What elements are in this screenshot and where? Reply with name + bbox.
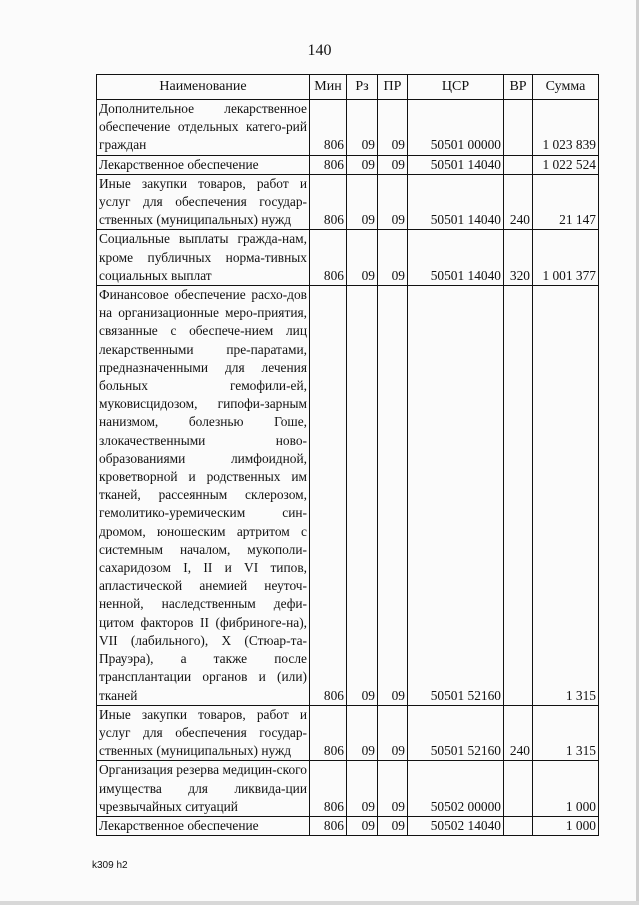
cell-pr: 09 (378, 816, 408, 835)
cell-sum: 1 000 (533, 816, 599, 835)
cell-csr: 50501 52160 (408, 286, 504, 706)
header-pr: ПР (378, 75, 408, 100)
cell-min: 806 (310, 761, 347, 817)
cell-sum: 1 023 839 (533, 100, 599, 156)
cell-rz: 09 (347, 230, 378, 286)
cell-min: 806 (310, 816, 347, 835)
cell-pr: 09 (378, 155, 408, 174)
cell-vr: 240 (504, 705, 533, 761)
cell-pr: 09 (378, 100, 408, 156)
cell-vr: 320 (504, 230, 533, 286)
cell-sum: 1 022 524 (533, 155, 599, 174)
cell-rz: 09 (347, 705, 378, 761)
cell-pr: 09 (378, 174, 408, 230)
cell-rz: 09 (347, 174, 378, 230)
cell-rz: 09 (347, 155, 378, 174)
cell-min: 806 (310, 286, 347, 706)
cell-csr: 50502 00000 (408, 761, 504, 817)
table-row (97, 155, 599, 174)
table-row (97, 174, 599, 230)
cell-sum: 21 147 (533, 174, 599, 230)
footer-code: k309 h2 (92, 860, 128, 871)
cell-min: 806 (310, 100, 347, 156)
header-min: Мин (310, 75, 347, 100)
cell-rz: 09 (347, 100, 378, 156)
table-header-row (97, 75, 599, 100)
cell-name: Организация резерва медицин-ского имущества для ликвида-ции чрезвычайных ситуаций (97, 761, 310, 817)
table-row (97, 761, 599, 817)
scan-bottom-edge (0, 901, 639, 905)
cell-vr (504, 155, 533, 174)
cell-pr: 09 (378, 761, 408, 817)
cell-min: 806 (310, 174, 347, 230)
table-row (97, 230, 599, 286)
cell-pr: 09 (378, 230, 408, 286)
cell-min: 806 (310, 705, 347, 761)
cell-min: 806 (310, 230, 347, 286)
header-vr: ВР (504, 75, 533, 100)
cell-csr: 50501 52160 (408, 705, 504, 761)
cell-vr (504, 816, 533, 835)
cell-name: Лекарственное обеспечение (97, 816, 310, 835)
header-sum: Сумма (533, 75, 599, 100)
cell-min: 806 (310, 155, 347, 174)
cell-pr: 09 (378, 286, 408, 706)
cell-csr: 50501 00000 (408, 100, 504, 156)
header-name: Наименование (97, 75, 310, 100)
cell-sum: 1 001 377 (533, 230, 599, 286)
cell-vr: 240 (504, 174, 533, 230)
cell-name: Дополнительное лекарственное обеспечение отдельных катего-рий граждан (97, 100, 310, 156)
cell-vr (504, 100, 533, 156)
table-row (97, 286, 599, 706)
cell-rz: 09 (347, 286, 378, 706)
cell-name: Социальные выплаты гражда-нам, кроме публичных норма-тивных социальных выплат (97, 230, 310, 286)
cell-rz: 09 (347, 816, 378, 835)
budget-table (96, 74, 599, 836)
header-csr: ЦСР (408, 75, 504, 100)
cell-csr: 50501 14040 (408, 230, 504, 286)
cell-csr: 50501 14040 (408, 174, 504, 230)
cell-vr (504, 286, 533, 706)
cell-name: Иные закупки товаров, работ и услуг для обеспечения государ-ственных (муниципальных) нужд (97, 705, 310, 761)
table-row (97, 816, 599, 835)
cell-sum: 1 315 (533, 705, 599, 761)
table-row (97, 100, 599, 156)
cell-sum: 1 315 (533, 286, 599, 706)
cell-sum: 1 000 (533, 761, 599, 817)
cell-name: Лекарственное обеспечение (97, 155, 310, 174)
cell-pr: 09 (378, 705, 408, 761)
cell-name: Иные закупки товаров, работ и услуг для обеспечения государ-ственных (муниципальных) нужд (97, 174, 310, 230)
cell-name: Финансовое обеспечение расхо-дов на организационные меро-приятия, связанные с обеспече-нием лиц лекарственными пре-паратами, предназначенными для лечения больных гемофили-ей, муковисцидозом, гипофи-зарным нанизмом, болезнью Гоше, злокачественными ново-образованиями лимфоидной, кроветворной и родственных им тканей, рассеянным склерозом, гемолитико-уремическим син-дромом, юношеским артритом с системным началом, мукополи-сахаридозом I, II и VI типов, апластической анемией неуточ-ненной, наследственным дефи-цитом факторов II (фибриноге-на), VII (лабильного), X (Стюар-та-Прауэра), а также после трансплантации органов и (или) тканей (97, 286, 310, 706)
header-rz: Рз (347, 75, 378, 100)
cell-vr (504, 761, 533, 817)
cell-csr: 50501 14040 (408, 155, 504, 174)
cell-csr: 50502 14040 (408, 816, 504, 835)
table-row (97, 705, 599, 761)
page-number: 140 (307, 42, 332, 59)
cell-rz: 09 (347, 761, 378, 817)
